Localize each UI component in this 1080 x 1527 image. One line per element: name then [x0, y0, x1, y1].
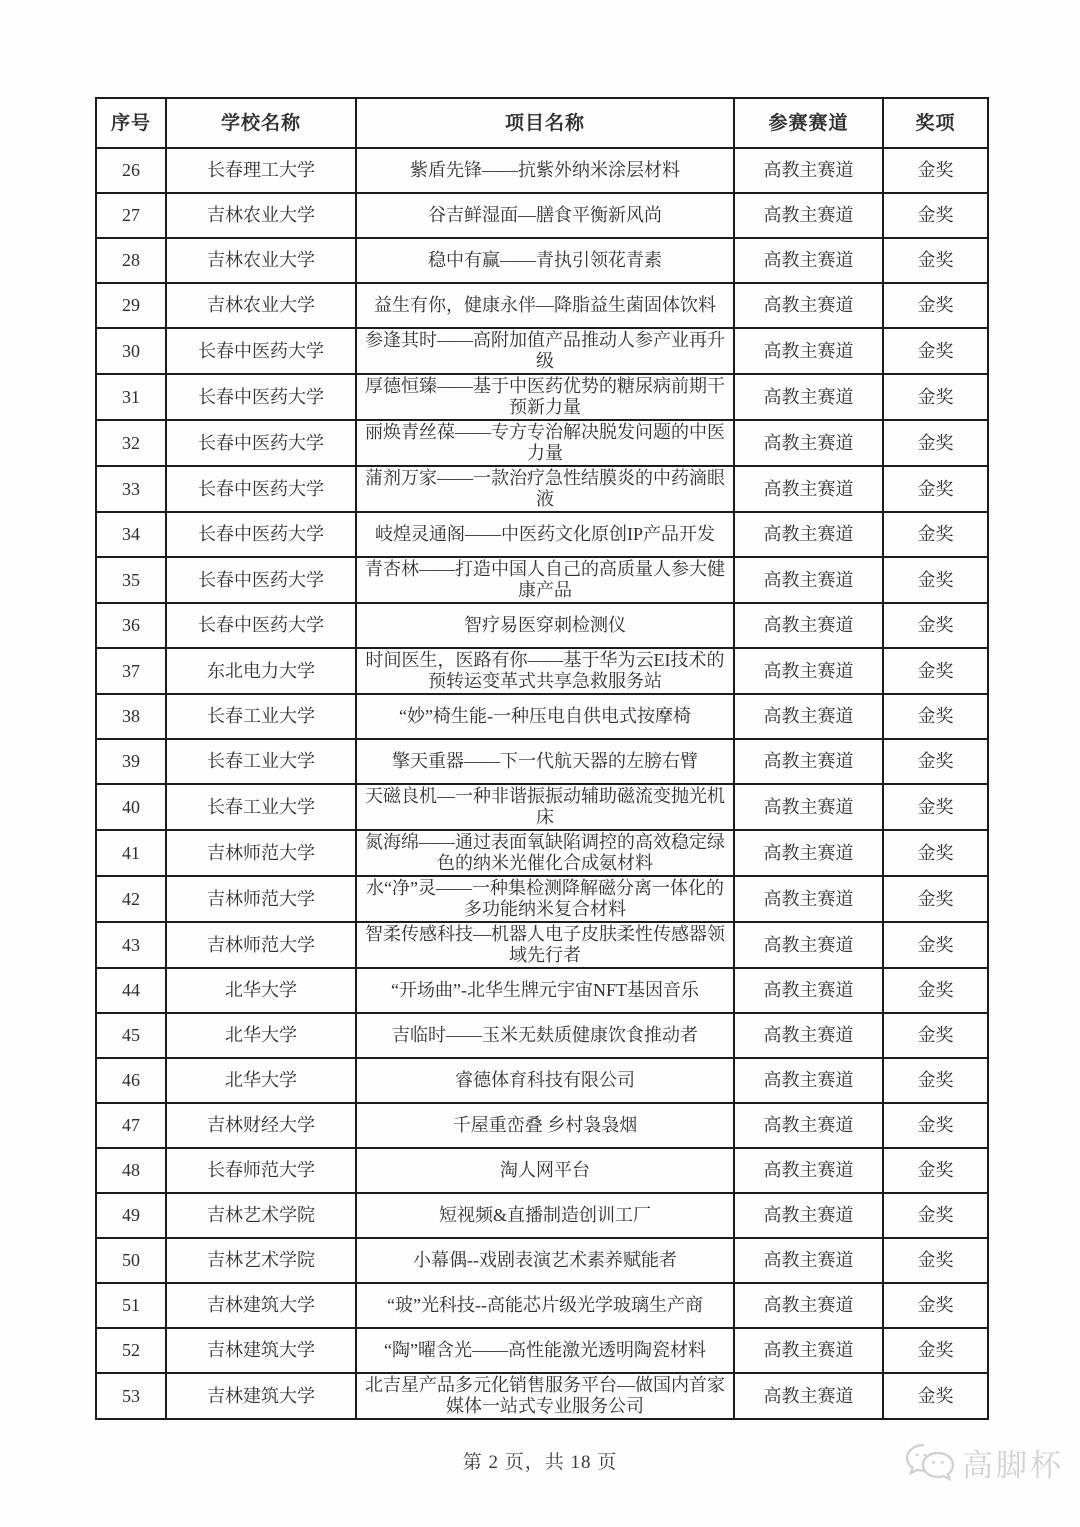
cell-track: 高教主赛道	[734, 238, 883, 283]
table-header-row	[96, 98, 988, 148]
cell-no: 45	[96, 1013, 166, 1058]
cell-school: 吉林建筑大学	[166, 1373, 356, 1419]
cell-award: 金奖	[883, 1013, 988, 1058]
table-row	[96, 784, 988, 830]
cell-project: 智柔传感科技—机器人电子皮肤柔性传感器领域先行者	[356, 922, 734, 968]
cell-track: 高教主赛道	[734, 374, 883, 420]
cell-no: 48	[96, 1148, 166, 1193]
cell-track: 高教主赛道	[734, 1148, 883, 1193]
cell-no: 37	[96, 648, 166, 694]
cell-award: 金奖	[883, 603, 988, 648]
table-row	[96, 466, 988, 512]
cell-track: 高教主赛道	[734, 1058, 883, 1103]
cell-project: 智疗易医穿刺检测仪	[356, 603, 734, 648]
cell-track: 高教主赛道	[734, 466, 883, 512]
cell-track: 高教主赛道	[734, 1238, 883, 1283]
cell-track: 高教主赛道	[734, 1103, 883, 1148]
cell-school: 长春师范大学	[166, 1148, 356, 1193]
table-row	[96, 830, 988, 876]
cell-school: 东北电力大学	[166, 648, 356, 694]
cell-project: “妙”椅生能-一种压电自供电式按摩椅	[356, 694, 734, 739]
table-body	[96, 148, 988, 1419]
cell-award: 金奖	[883, 1193, 988, 1238]
cell-no: 31	[96, 374, 166, 420]
award-table	[95, 97, 989, 1420]
cell-project: 淘人网平台	[356, 1148, 734, 1193]
table-row	[96, 1058, 988, 1103]
cell-track: 高教主赛道	[734, 784, 883, 830]
cell-school: 长春中医药大学	[166, 603, 356, 648]
cell-school: 吉林建筑大学	[166, 1328, 356, 1373]
cell-no: 41	[96, 830, 166, 876]
cell-project: 丽焕青丝葆——专方专治解决脱发问题的中医力量	[356, 420, 734, 466]
cell-school: 长春中医药大学	[166, 557, 356, 603]
cell-project: 擎天重器——下一代航天器的左膀右臂	[356, 739, 734, 784]
cell-no: 44	[96, 968, 166, 1013]
table-row	[96, 512, 988, 557]
column-header-project: 项目名称	[356, 98, 734, 148]
cell-no: 42	[96, 876, 166, 922]
cell-project: 谷吉鲜湿面—膳食平衡新风尚	[356, 193, 734, 238]
column-header-award: 奖项	[883, 98, 988, 148]
cell-award: 金奖	[883, 148, 988, 193]
column-header-no: 序号	[96, 98, 166, 148]
cell-project: 益生有你，健康永伴—降脂益生菌固体饮料	[356, 283, 734, 328]
cell-project: 天磁良机—一种非谐振振动辅助磁流变抛光机床	[356, 784, 734, 830]
table-row	[96, 238, 988, 283]
cell-no: 38	[96, 694, 166, 739]
cell-track: 高教主赛道	[734, 922, 883, 968]
table-row	[96, 968, 988, 1013]
cell-award: 金奖	[883, 1238, 988, 1283]
cell-project: “开场曲”-北华生牌元宇宙NFT基因音乐	[356, 968, 734, 1013]
cell-track: 高教主赛道	[734, 283, 883, 328]
table-row	[96, 739, 988, 784]
cell-award: 金奖	[883, 466, 988, 512]
watermark-label: 高脚杯	[962, 1448, 1064, 1483]
table-row	[96, 557, 988, 603]
cell-project: 睿德体育科技有限公司	[356, 1058, 734, 1103]
cell-no: 39	[96, 739, 166, 784]
cell-award: 金奖	[883, 283, 988, 328]
cell-school: 长春中医药大学	[166, 512, 356, 557]
cell-award: 金奖	[883, 374, 988, 420]
table-row	[96, 193, 988, 238]
cell-school: 吉林师范大学	[166, 922, 356, 968]
cell-no: 29	[96, 283, 166, 328]
cell-no: 49	[96, 1193, 166, 1238]
cell-school: 吉林建筑大学	[166, 1283, 356, 1328]
cell-no: 51	[96, 1283, 166, 1328]
column-header-school: 学校名称	[166, 98, 356, 148]
table-row	[96, 328, 988, 374]
cell-track: 高教主赛道	[734, 876, 883, 922]
table-row	[96, 1193, 988, 1238]
cell-project: 氮海绵——通过表面氧缺陷调控的高效稳定绿色的纳米光催化合成氨材料	[356, 830, 734, 876]
cell-school: 吉林师范大学	[166, 876, 356, 922]
cell-award: 金奖	[883, 1373, 988, 1419]
cell-school: 北华大学	[166, 1013, 356, 1058]
table-row	[96, 283, 988, 328]
cell-school: 长春工业大学	[166, 739, 356, 784]
cell-award: 金奖	[883, 557, 988, 603]
cell-school: 长春工业大学	[166, 694, 356, 739]
table-row	[96, 603, 988, 648]
cell-no: 32	[96, 420, 166, 466]
table-row	[96, 1238, 988, 1283]
cell-award: 金奖	[883, 512, 988, 557]
cell-project: 青杏林——打造中国人自己的高质量人参大健康产品	[356, 557, 734, 603]
cell-school: 长春中医药大学	[166, 466, 356, 512]
cell-school: 长春中医药大学	[166, 328, 356, 374]
cell-award: 金奖	[883, 739, 988, 784]
cell-project: 紫盾先锋——抗紫外纳米涂层材料	[356, 148, 734, 193]
table-row	[96, 876, 988, 922]
cell-track: 高教主赛道	[734, 694, 883, 739]
cell-school: 吉林农业大学	[166, 193, 356, 238]
cell-no: 47	[96, 1103, 166, 1148]
cell-track: 高教主赛道	[734, 328, 883, 374]
cell-award: 金奖	[883, 238, 988, 283]
table-row	[96, 1283, 988, 1328]
cell-award: 金奖	[883, 648, 988, 694]
cell-track: 高教主赛道	[734, 148, 883, 193]
cell-award: 金奖	[883, 328, 988, 374]
cell-school: 长春理工大学	[166, 148, 356, 193]
cell-award: 金奖	[883, 1058, 988, 1103]
cell-track: 高教主赛道	[734, 1328, 883, 1373]
cell-project: 参逢其时——高附加值产品推动人参产业再升级	[356, 328, 734, 374]
cell-award: 金奖	[883, 1283, 988, 1328]
cell-school: 吉林农业大学	[166, 283, 356, 328]
cell-project: 蒲剂万家——一款治疗急性结膜炎的中药滴眼液	[356, 466, 734, 512]
cell-award: 金奖	[883, 420, 988, 466]
cell-project: 短视频&直播制造创训工厂	[356, 1193, 734, 1238]
cell-no: 36	[96, 603, 166, 648]
cell-award: 金奖	[883, 922, 988, 968]
cell-project: 厚德恒臻——基于中医药优势的糖尿病前期干预新力量	[356, 374, 734, 420]
table-row	[96, 148, 988, 193]
table-row	[96, 1373, 988, 1419]
cell-school: 北华大学	[166, 1058, 356, 1103]
cell-no: 33	[96, 466, 166, 512]
cell-track: 高教主赛道	[734, 420, 883, 466]
cell-school: 长春工业大学	[166, 784, 356, 830]
cell-track: 高教主赛道	[734, 648, 883, 694]
cell-no: 26	[96, 148, 166, 193]
cell-award: 金奖	[883, 694, 988, 739]
cell-track: 高教主赛道	[734, 1373, 883, 1419]
cell-no: 27	[96, 193, 166, 238]
cell-school: 吉林财经大学	[166, 1103, 356, 1148]
column-header-track: 参赛赛道	[734, 98, 883, 148]
cell-project: 岐煌灵通阁——中医药文化原创IP产品开发	[356, 512, 734, 557]
cell-school: 长春中医药大学	[166, 374, 356, 420]
cell-project: 千屋重峦叠 乡村袅袅烟	[356, 1103, 734, 1148]
cell-track: 高教主赛道	[734, 739, 883, 784]
cell-project: 吉临时——玉米无麸质健康饮食推动者	[356, 1013, 734, 1058]
cell-school: 吉林师范大学	[166, 830, 356, 876]
table-row	[96, 374, 988, 420]
table-row	[96, 694, 988, 739]
cell-track: 高教主赛道	[734, 1283, 883, 1328]
cell-school: 吉林艺术学院	[166, 1193, 356, 1238]
table-row	[96, 1328, 988, 1373]
table-row	[96, 648, 988, 694]
table-row	[96, 1148, 988, 1193]
cell-project: “陶”曜含光——高性能激光透明陶瓷材料	[356, 1328, 734, 1373]
cell-school: 吉林艺术学院	[166, 1238, 356, 1283]
cell-track: 高教主赛道	[734, 193, 883, 238]
cell-award: 金奖	[883, 1148, 988, 1193]
cell-award: 金奖	[883, 1328, 988, 1373]
cell-award: 金奖	[883, 876, 988, 922]
cell-award: 金奖	[883, 784, 988, 830]
cell-project: 水“净”灵——一种集检测降解磁分离一体化的多功能纳米复合材料	[356, 876, 734, 922]
cell-project: 小幕偶--戏剧表演艺术素养赋能者	[356, 1238, 734, 1283]
cell-school: 吉林农业大学	[166, 238, 356, 283]
cell-no: 52	[96, 1328, 166, 1373]
cell-track: 高教主赛道	[734, 557, 883, 603]
cell-track: 高教主赛道	[734, 830, 883, 876]
page-number: 第 2 页，共 18 页	[462, 1452, 618, 1473]
cell-no: 53	[96, 1373, 166, 1419]
table-row	[96, 420, 988, 466]
cell-project: “玻”光科技--高能芯片级光学玻璃生产商	[356, 1283, 734, 1328]
cell-no: 40	[96, 784, 166, 830]
cell-no: 46	[96, 1058, 166, 1103]
table-row	[96, 1013, 988, 1058]
cell-track: 高教主赛道	[734, 1013, 883, 1058]
cell-track: 高教主赛道	[734, 1193, 883, 1238]
cell-no: 28	[96, 238, 166, 283]
cell-school: 北华大学	[166, 968, 356, 1013]
cell-no: 34	[96, 512, 166, 557]
cell-no: 35	[96, 557, 166, 603]
cell-track: 高教主赛道	[734, 968, 883, 1013]
wechat-icon	[904, 1441, 956, 1485]
cell-no: 43	[96, 922, 166, 968]
watermark	[904, 1440, 1064, 1485]
cell-award: 金奖	[883, 968, 988, 1013]
cell-award: 金奖	[883, 830, 988, 876]
cell-project: 稳中有赢——青执引领花青素	[356, 238, 734, 283]
cell-no: 30	[96, 328, 166, 374]
cell-project: 北吉星产品多元化销售服务平台—做国内首家媒体一站式专业服务公司	[356, 1373, 734, 1419]
cell-award: 金奖	[883, 1103, 988, 1148]
table-row	[96, 1103, 988, 1148]
cell-no: 50	[96, 1238, 166, 1283]
cell-school: 长春中医药大学	[166, 420, 356, 466]
cell-track: 高教主赛道	[734, 512, 883, 557]
cell-track: 高教主赛道	[734, 603, 883, 648]
cell-award: 金奖	[883, 193, 988, 238]
cell-project: 时间医生，医路有你——基于华为云EI技术的预转运变革式共享急救服务站	[356, 648, 734, 694]
table-row	[96, 922, 988, 968]
